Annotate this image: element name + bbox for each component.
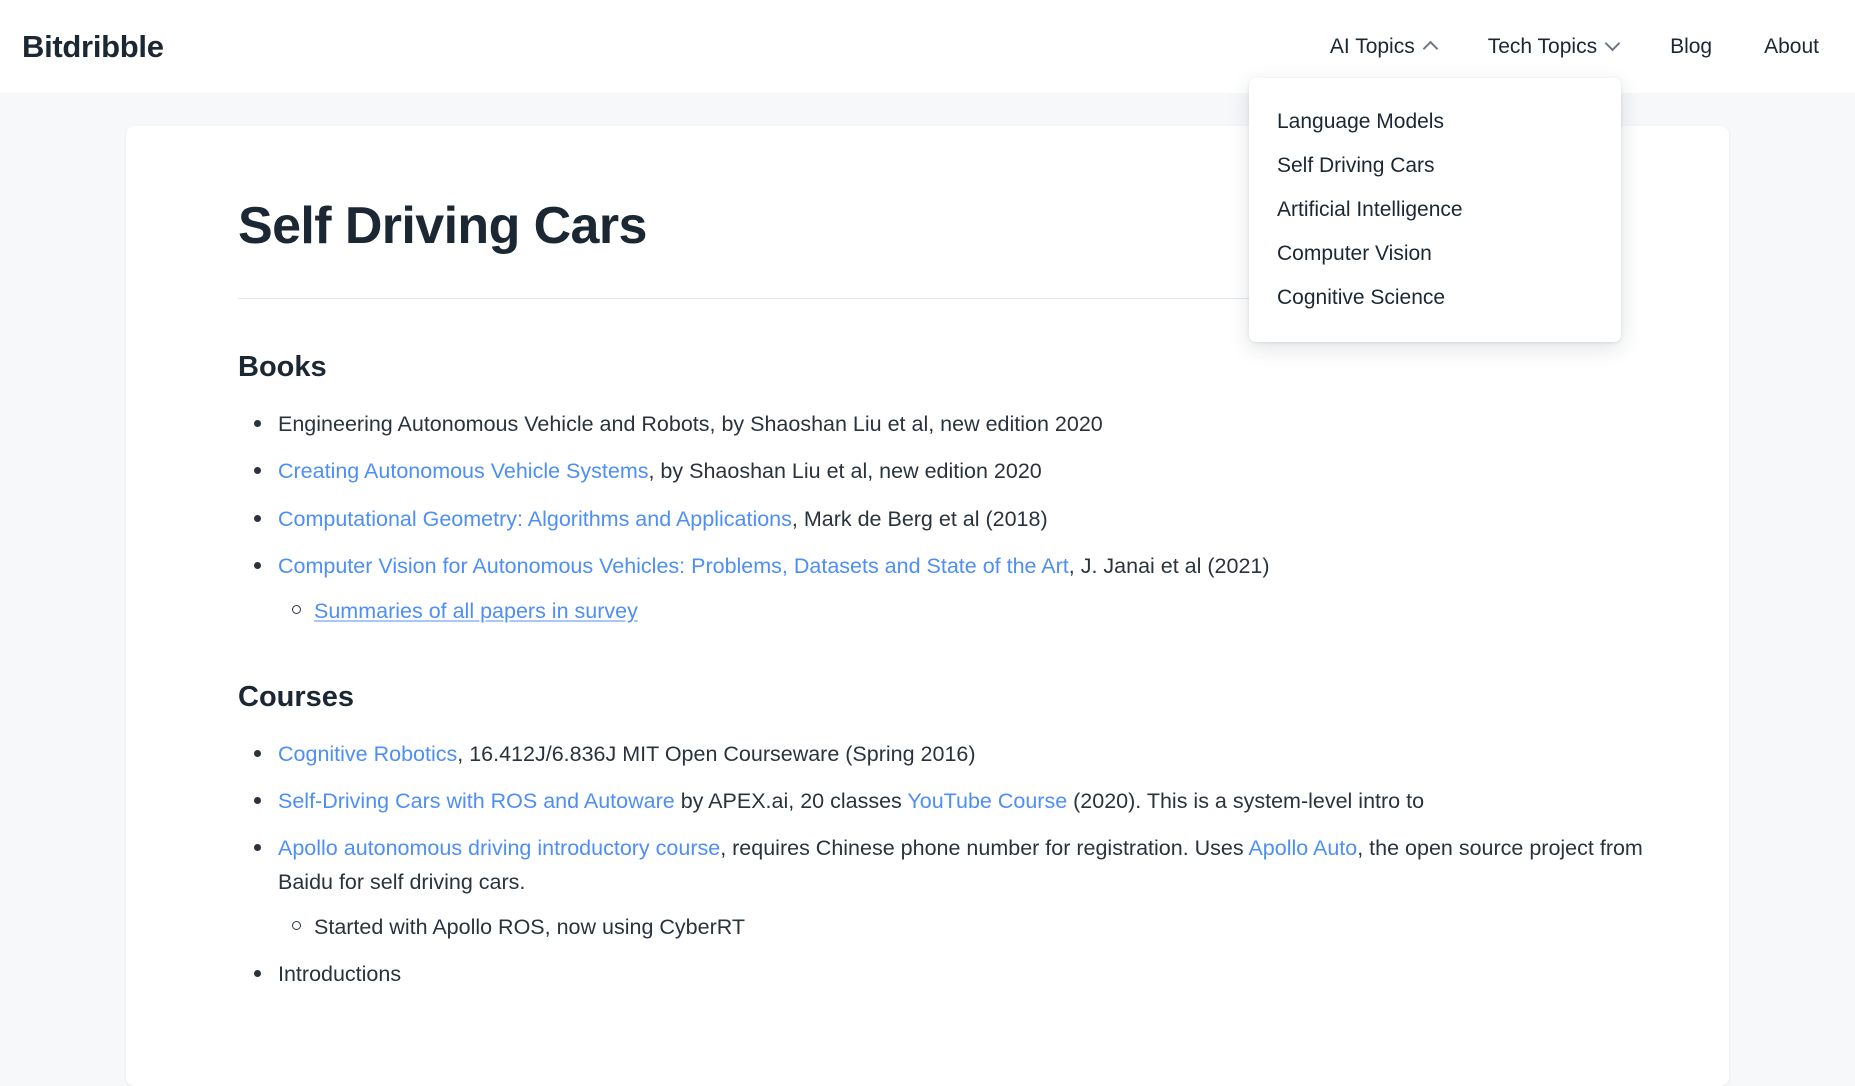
chevron-up-icon <box>1422 41 1438 57</box>
link-summaries-of-all-papers-in-survey[interactable]: Summaries of all papers in survey <box>314 599 638 624</box>
list-item <box>278 455 1667 488</box>
list-item <box>278 832 1667 944</box>
text-fragment: (2020). This is a system-level intro to <box>1067 788 1425 813</box>
section-list <box>188 408 1667 629</box>
text-fragment: Engineering Autonomous Vehicle and Robots, by Shaoshan Liu et al, new edition 2020 <box>278 412 1103 436</box>
primary-nav <box>1304 25 1833 69</box>
text-fragment: , 16.412J/6.836J MIT Open Courseware (Spring 2016) <box>457 741 976 766</box>
nav-item-label: About <box>1764 34 1819 58</box>
list-item <box>278 550 1667 629</box>
list-item <box>278 785 1667 818</box>
dropdown-item-artificial-intelligence[interactable]: Artificial Intelligence <box>1277 198 1463 221</box>
dropdown-item-cognitive-science[interactable]: Cognitive Science <box>1277 286 1446 309</box>
section-heading-courses: Courses <box>238 680 355 713</box>
nav-item-label: AI Topics <box>1329 34 1415 58</box>
link-youtube-course[interactable]: YouTube Course <box>907 788 1068 813</box>
text-fragment: , Mark de Berg et al (2018) <box>791 506 1048 531</box>
text-fragment: Introductions <box>278 962 402 987</box>
chevron-down-icon <box>1605 36 1621 52</box>
nav-item-tech-topics[interactable] <box>1462 25 1644 69</box>
section-list <box>188 738 1667 992</box>
dropdown-item-self-driving-cars[interactable]: Self Driving Cars <box>1277 154 1435 177</box>
ai-topics-dropdown-menu <box>1249 78 1621 342</box>
content-sections <box>188 351 1667 991</box>
nav-item-blog[interactable] <box>1644 25 1738 69</box>
text-fragment: , the open source project from Baidu for self driving cars. <box>278 836 1643 894</box>
nav-item-about[interactable] <box>1738 25 1833 69</box>
link-self-driving-cars-with-ros-and-autoware[interactable]: Self-Driving Cars with ROS and Autoware <box>278 788 675 813</box>
sub-list <box>278 911 1667 944</box>
text-fragment: , by Shaoshan Liu et al, new edition 2020 <box>648 459 1042 484</box>
dropdown-item-computer-vision[interactable]: Computer Vision <box>1277 242 1432 265</box>
text-fragment: by APEX.ai, 20 classes <box>674 788 908 813</box>
page-title: Self Driving Cars <box>238 197 647 255</box>
link-computer-vision-for-autonomous-vehicles-problems[interactable]: Computer Vision for Autonomous Vehicles: Problems, Datasets and State of the Art <box>278 553 1069 578</box>
link-creating-autonomous-vehicle-systems[interactable]: Creating Autonomous Vehicle Systems <box>278 459 649 484</box>
text-fragment: , requires Chinese phone number for registration. Uses <box>720 836 1249 861</box>
section-heading-books: Books <box>238 351 327 383</box>
link-apollo-autonomous-driving-introductory-course[interactable]: Apollo autonomous driving introductory course <box>278 836 721 861</box>
list-item <box>278 738 1667 771</box>
list-item <box>278 408 1667 441</box>
sub-list <box>278 595 1667 628</box>
sub-list-item <box>314 595 1667 628</box>
site-brand[interactable]: Bitdribble <box>22 28 164 64</box>
nav-item-label: Blog <box>1670 34 1713 58</box>
link-apollo-auto[interactable]: Apollo Auto <box>1248 836 1358 861</box>
text-fragment: Started with Apollo ROS, now using CyberRT <box>314 914 745 939</box>
list-item <box>278 958 1667 991</box>
nav-item-ai-topics[interactable] <box>1304 25 1462 69</box>
text-fragment: , J. Janai et al (2021) <box>1068 553 1270 578</box>
link-computational-geometry-algorithms-and-applicatio[interactable]: Computational Geometry: Algorithms and Applications <box>278 506 792 531</box>
link-cognitive-robotics[interactable]: Cognitive Robotics <box>278 741 458 766</box>
dropdown-item-language-models[interactable]: Language Models <box>1277 110 1444 133</box>
nav-item-label: Tech Topics <box>1487 34 1598 58</box>
top-navbar <box>0 0 1855 309</box>
list-item <box>278 503 1667 536</box>
sub-list-item <box>314 911 1667 944</box>
